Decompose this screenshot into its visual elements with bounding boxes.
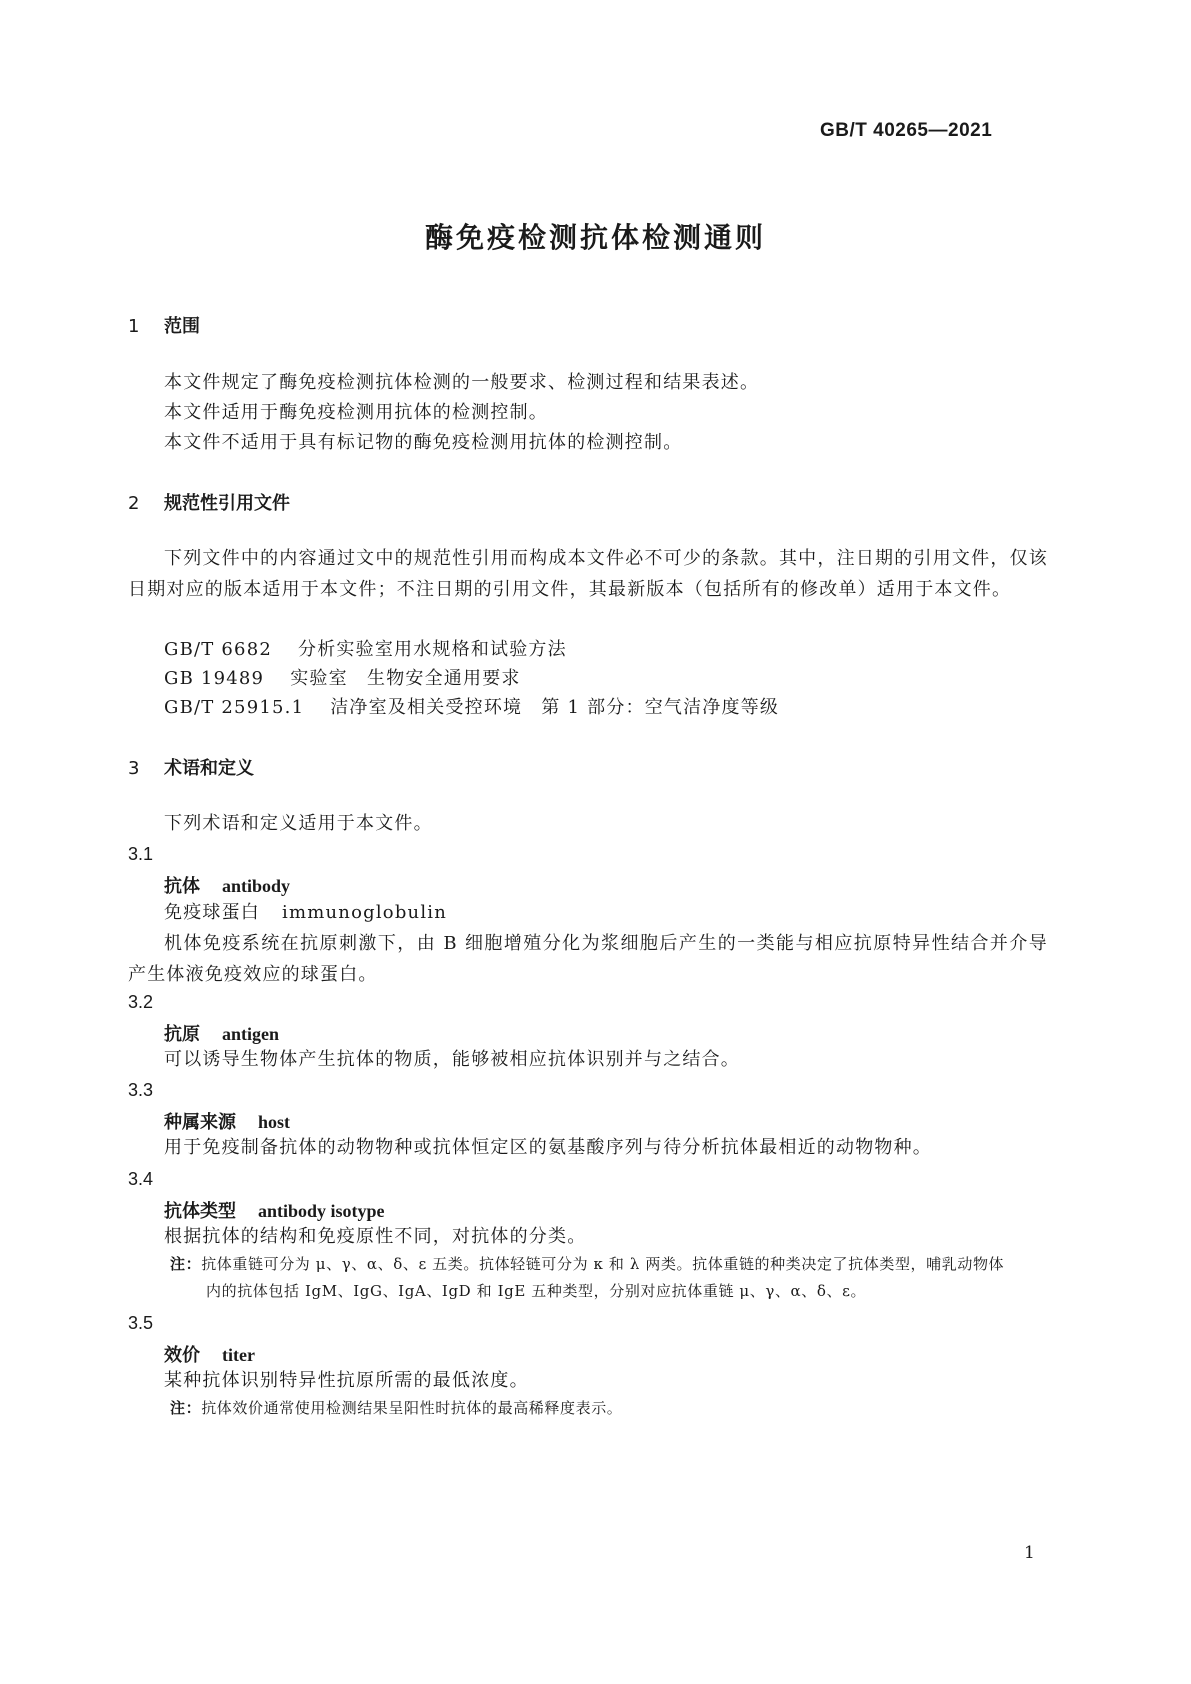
term-definition: 根据抗体的结构和免疫原性不同，对抗体的分类。 [164, 1226, 587, 1247]
term-number: 3.1 [128, 844, 154, 864]
document-title: 酶免疫检测抗体检测通则 [424, 221, 766, 254]
term-definition: 可以诱导生物体产生抗体的物质，能够被相应抗体识别并与之结合。 [164, 1049, 740, 1070]
paragraph: 本文件不适用于具有标记物的酶免疫检测用抗体的检测控制。 [164, 432, 683, 453]
note-label: 注： [170, 1255, 202, 1273]
term-definition: 机体免疫系统在抗原刺激下，由 B 细胞增殖分化为浆细胞后产生的一类能与相应抗原特异性结合并介导产生体液免疫效应的球蛋白。 [128, 933, 1048, 985]
term-note [170, 1251, 1050, 1305]
section-title: 规范性引用文件 [164, 493, 290, 514]
term-zh: 抗原 [164, 1024, 200, 1045]
note-text: 抗体效价通常使用检测结果呈阳性时抗体的最高稀释度表示。 [201, 1399, 623, 1417]
term-synonym [164, 899, 447, 927]
term-zh: 种属来源 [164, 1112, 236, 1133]
term-number: 3.5 [128, 1313, 154, 1333]
reference-title: 洁净室及相关受控环境 第 1 部分：空气洁净度等级 [330, 697, 780, 718]
term-heading [164, 1197, 385, 1223]
reference-code: GB 19489 [164, 668, 265, 689]
paragraph: 本文件适用于酶免疫检测用抗体的检测控制。 [164, 402, 548, 423]
paragraph: 本文件规定了酶免疫检测抗体检测的一般要求、检测过程和结果表述。 [164, 372, 760, 393]
section-3-heading [128, 754, 254, 780]
term-heading [164, 1108, 290, 1134]
term-zh: 抗体类型 [164, 1201, 236, 1222]
section-number: 1 [128, 316, 140, 337]
synonym-zh: 免疫球蛋白 [164, 902, 260, 923]
term-en: antibody [222, 876, 291, 896]
section-number: 3 [128, 758, 140, 779]
term-number: 3.2 [128, 992, 154, 1012]
reference-code: GB/T 6682 [164, 639, 273, 660]
note-label: 注： [170, 1399, 202, 1417]
term-heading [164, 1341, 255, 1367]
standard-number: GB/T 40265—2021 [820, 120, 993, 141]
paragraph: 下列术语和定义适用于本文件。 [164, 813, 433, 834]
term-number: 3.3 [128, 1080, 154, 1100]
reference-title: 实验室 生物安全通用要求 [290, 668, 521, 689]
reference-title: 分析实验室用水规格和试验方法 [298, 639, 567, 660]
normative-references-intro: 下列文件中的内容通过文中的规范性引用而构成本文件必不可少的条款。其中，注日期的引用文件，仅该日期对应的版本适用于本文件；不注日期的引用文件，其最新版本（包括所有的修改单）适用于本文件。 [128, 548, 1048, 600]
term-number: 3.4 [128, 1169, 154, 1189]
term-zh: 抗体 [164, 876, 200, 897]
reference-item [164, 665, 521, 693]
note-text-continued: 内的抗体包括 IgM、IgG、IgA、IgD 和 IgE 五种类型，分别对应抗体重链 μ、γ、α、δ、ε。 [206, 1282, 867, 1300]
page-number: 1 [1024, 1543, 1035, 1563]
section-number: 2 [128, 493, 140, 514]
section-1-heading [128, 312, 200, 338]
term-heading [164, 872, 290, 898]
section-2-heading [128, 489, 290, 515]
term-definition: 用于免疫制备抗体的动物物种或抗体恒定区的氨基酸序列与待分析抗体最相近的动物物种。 [164, 1137, 932, 1158]
reference-item [164, 694, 779, 722]
term-en: antibody isotype [258, 1201, 385, 1221]
synonym-en: immunoglobulin [282, 902, 448, 923]
section-title: 术语和定义 [164, 758, 254, 779]
reference-item [164, 636, 567, 664]
term-heading [164, 1020, 279, 1046]
term-note [170, 1395, 1050, 1422]
term-definition: 某种抗体识别特异性抗原所需的最低浓度。 [164, 1370, 529, 1391]
term-en: host [258, 1112, 291, 1132]
term-zh: 效价 [164, 1345, 200, 1366]
term-en: antigen [222, 1024, 280, 1044]
reference-code: GB/T 25915.1 [164, 697, 305, 718]
note-text: 抗体重链可分为 μ、γ、α、δ、ε 五类。抗体轻链可分为 κ 和 λ 两类。抗体重链的种类决定了抗体类型，哺乳动物体 [201, 1255, 1005, 1273]
term-en: titer [222, 1345, 255, 1365]
section-title: 范围 [164, 316, 200, 337]
